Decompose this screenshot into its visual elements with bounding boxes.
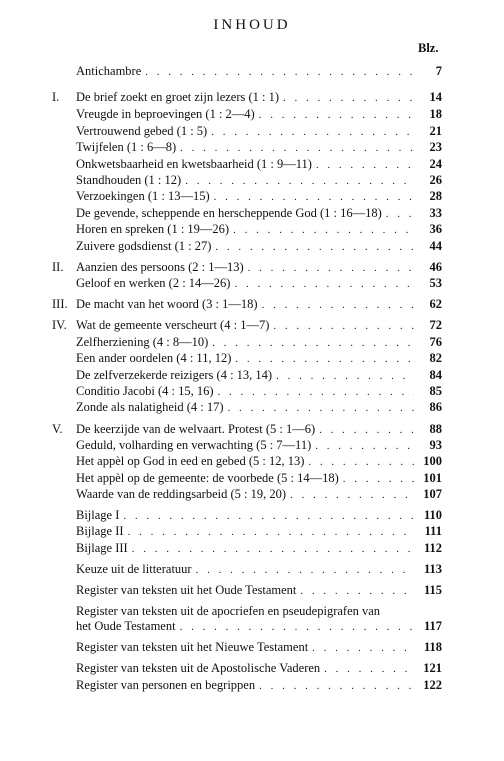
- leader-dots: [235, 352, 414, 367]
- toc-entry-page: 18: [429, 107, 442, 121]
- toc-entry-label: Horen en spreken (1 : 19—26): [76, 222, 233, 237]
- toc-entry-page: 100: [423, 454, 442, 468]
- toc-entry-label: Geduld, volharding en verwachting (5 : 7—11): [76, 438, 315, 453]
- page-column-header: Blz.: [418, 41, 439, 55]
- toc-entry-page: 33: [429, 206, 442, 220]
- page-title: INHOUD: [213, 17, 291, 33]
- toc-entry-label: Vreugde in beproevingen (1 : 2—4): [76, 107, 259, 122]
- leader-dots: [128, 525, 414, 540]
- toc-entry-label: De brief zoekt en groet zijn lezers (1 : 1): [76, 90, 283, 105]
- leader-dots: [215, 240, 414, 255]
- toc-entry-label: Een ander oordelen (4 : 11, 12): [76, 351, 235, 366]
- toc-entry-label: Standhouden (1 : 12): [76, 173, 185, 188]
- toc-entry-label: Register van personen en begrippen: [76, 678, 259, 693]
- toc-entry-page: 53: [429, 276, 442, 290]
- toc-entry-label: De macht van het woord (3 : 1—18): [76, 297, 262, 312]
- toc-entry-label: Het appèl op de gemeente: de voorbede (5 : 14—18): [76, 471, 343, 486]
- toc-entry-label: Aanzien des persoons (2 : 1—13): [76, 260, 248, 275]
- toc-entry-page: 84: [429, 368, 442, 382]
- toc-entry-label: Verzoekingen (1 : 13—15): [76, 189, 214, 204]
- leader-dots: [290, 488, 414, 503]
- toc-entry: [76, 604, 442, 635]
- toc-entry-page: 85: [429, 384, 442, 398]
- leader-dots: [145, 65, 414, 80]
- toc-entry-label: Bijlage II: [76, 524, 128, 539]
- toc-entry-label: Twijfelen (1 : 6—8): [76, 140, 180, 155]
- leader-dots: [312, 641, 414, 656]
- toc-entry-page: 113: [423, 562, 442, 576]
- leader-dots: [308, 455, 414, 470]
- toc-entry-label: Het appèl op God in eed en gebed (5 : 12, 13): [76, 454, 308, 469]
- toc-entry-page: 110: [423, 508, 442, 522]
- leader-dots: [283, 91, 414, 106]
- toc-entry-label: Zonde als nalatigheid (4 : 17): [76, 400, 228, 415]
- leader-dots: [248, 261, 414, 276]
- leader-dots: [386, 207, 414, 222]
- leader-dots: [319, 423, 414, 438]
- toc-entry-page: 14: [429, 90, 442, 104]
- toc-entry-page: 88: [429, 422, 442, 436]
- toc-entry-number: III.: [52, 297, 68, 311]
- leader-dots: [234, 277, 414, 292]
- leader-dots: [300, 584, 414, 599]
- toc-entry-label: Wat de gemeente verscheurt (4 : 1—7): [76, 318, 273, 333]
- toc-entry-number: IV.: [52, 318, 67, 332]
- toc-entry-label: De gevende, scheppende en herscheppende God (1 : 16—18): [76, 206, 386, 221]
- leader-dots: [273, 319, 414, 334]
- leader-dots: [233, 223, 414, 238]
- toc-entry-page: 115: [423, 583, 442, 597]
- toc-entry-label: Waarde van de reddingsarbeid (5 : 19, 20): [76, 487, 290, 502]
- toc-entry-page: 112: [423, 541, 442, 555]
- toc-entry-label: Antichambre: [76, 64, 145, 79]
- toc-entry-page: 7: [435, 64, 442, 78]
- leader-dots: [259, 679, 414, 694]
- leader-dots: [324, 662, 414, 677]
- toc-entry-number: I.: [52, 90, 60, 104]
- toc-entry-page: 72: [429, 318, 442, 332]
- toc-entry-page: 107: [423, 487, 442, 501]
- leader-dots: [185, 174, 414, 189]
- toc-entry-label: Bijlage I: [76, 508, 123, 523]
- leader-dots: [262, 298, 414, 313]
- toc-entry-page: 118: [423, 640, 442, 654]
- toc-entry-page: 122: [423, 678, 442, 692]
- toc-entry-page: 86: [429, 400, 442, 414]
- leader-dots: [259, 108, 414, 123]
- toc-entry-label: Bijlage III: [76, 541, 132, 556]
- toc-entry-page: 28: [429, 189, 442, 203]
- toc-entry-label: Zuivere godsdienst (1 : 27): [76, 239, 215, 254]
- leader-dots: [132, 542, 414, 557]
- toc-entry-label-line1: Register van teksten uit de apocriefen en pseudepigrafen van: [76, 604, 381, 618]
- leader-dots: [123, 509, 414, 524]
- leader-dots: [315, 439, 414, 454]
- leader-dots: [276, 369, 414, 384]
- leader-dots: [180, 620, 414, 635]
- toc-entry-page: 44: [429, 239, 442, 253]
- toc-entry-label: De zelfverzekerde reizigers (4 : 13, 14): [76, 368, 276, 383]
- toc-entry-page: 121: [423, 661, 442, 675]
- leader-dots: [211, 125, 414, 140]
- toc-entry-label: Vertrouwend gebed (1 : 5): [76, 124, 211, 139]
- toc-entry-label: Onkwetsbaarheid en kwetsbaarheid (1 : 9—11): [76, 157, 316, 172]
- toc-entry-label: Conditio Jacobi (4 : 15, 16): [76, 384, 218, 399]
- leader-dots: [180, 141, 414, 156]
- toc-entry-page: 117: [423, 619, 442, 633]
- toc-entry-page: 46: [429, 260, 442, 274]
- leader-dots: [228, 401, 414, 416]
- toc-entry-page: 111: [424, 524, 442, 538]
- toc-entry-page: 62: [429, 297, 442, 311]
- toc-entry-page: 82: [429, 351, 442, 365]
- leader-dots: [196, 563, 414, 578]
- toc-entry-page: 76: [429, 335, 442, 349]
- leader-dots: [214, 190, 414, 205]
- toc-entry-label: Zelfherziening (4 : 8—10): [76, 335, 212, 350]
- leader-dots: [218, 385, 415, 400]
- toc-entry-number: II.: [52, 260, 64, 274]
- toc-entry-label: Register van teksten uit het Nieuwe Testament: [76, 640, 312, 655]
- toc-entry-page: 24: [429, 157, 442, 171]
- toc-entry-label: De keerzijde van de welvaart. Protest (5 : 1—6): [76, 422, 319, 437]
- toc-entry-page: 26: [429, 173, 442, 187]
- toc-entry-page: 101: [423, 471, 442, 485]
- toc-entry-page: 93: [429, 438, 442, 452]
- toc-entry-label: Register van teksten uit de Apostolische Vaderen: [76, 661, 324, 676]
- toc-entry-number: V.: [52, 422, 63, 436]
- toc-entry-label: het Oude Testament: [76, 619, 180, 634]
- leader-dots: [343, 472, 414, 487]
- toc-entry-page: 23: [429, 140, 442, 154]
- toc-entry-label: Keuze uit de litteratuur: [76, 562, 196, 577]
- toc-entry-page: 21: [429, 124, 442, 138]
- leader-dots: [316, 158, 414, 173]
- toc-entry-page: 36: [429, 222, 442, 236]
- toc-entry-label: Geloof en werken (2 : 14—26): [76, 276, 234, 291]
- leader-dots: [212, 336, 414, 351]
- toc-entry-label: Register van teksten uit het Oude Testament: [76, 583, 300, 598]
